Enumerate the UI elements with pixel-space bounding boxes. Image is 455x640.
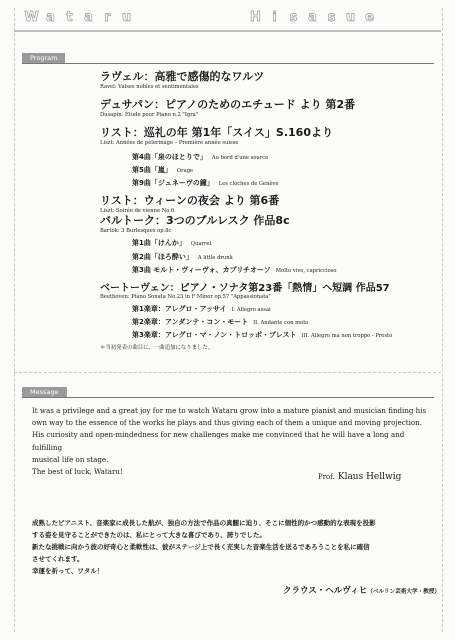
message-en-line: musical life on stage. — [32, 454, 109, 464]
title-letter: H — [250, 10, 261, 25]
signature-name: Klaus Hellwig — [337, 472, 402, 482]
message-en-line: The best of luck, Wataru! — [32, 467, 123, 477]
movement-bartok-1 — [132, 238, 211, 248]
movement-ja: 第3曲 モルト・ヴィーヴォ、カプリチオーソ — [132, 266, 271, 274]
movement-ja: 第2楽章：アンダンテ・コン・モート — [132, 318, 249, 326]
movement-bartok-3 — [132, 265, 337, 275]
message-ja-line: 成熟したピアニスト、音楽家に成長した航が、独自の方法で作品の真髄に迫り、そこに個性的かつ感動的な表現を投影 — [32, 519, 376, 527]
message-japanese — [32, 517, 432, 577]
title-letter: e — [365, 10, 374, 25]
signature-ja-name: クラウス・ヘルヴィヒ — [283, 586, 368, 596]
movement-bartok-2 — [132, 252, 233, 262]
program-item-ravel: ラヴェル：高雅で感傷的なワルツ — [100, 70, 265, 83]
movement-ja: 第5曲「嵐」 — [132, 166, 172, 174]
title-letter: s — [327, 10, 336, 25]
movement-en: Au bord d'une source — [211, 155, 269, 161]
title-letter: u — [121, 10, 132, 25]
program-note: ＊当初発表の曲目に、一曲追加になりました。 — [100, 345, 214, 351]
title-letter: a — [84, 10, 93, 25]
movement-ja: 第1曲「けんか」 — [132, 239, 186, 247]
title-letter: r — [104, 10, 111, 25]
title-letter: a — [308, 10, 317, 25]
signature-japanese — [283, 584, 440, 596]
movement-liszt-5 — [132, 165, 193, 175]
program-item-liszt-annees-en: Liszt: Années de pèlerinage – Première année suisse — [100, 140, 239, 146]
message-tag-line — [22, 397, 434, 398]
message-en-line: It was a privilege and a great joy for me to watch Wataru grow into a mature pianist and musician finding his — [32, 406, 427, 415]
movement-en: II. Andante con moto — [253, 320, 309, 326]
movement-en: I. Allegro assai — [231, 307, 271, 313]
program-tag: Program — [22, 53, 65, 63]
movement-ja: 第1楽章：アレグロ・アッサイ — [132, 305, 227, 313]
message-en-line: His curiosity and open-mindedness for new challenges make me convinced that he will have a long and fulfilling — [32, 430, 405, 452]
signature-english — [318, 472, 401, 482]
program-tag-line — [22, 63, 434, 64]
message-ja-line: させてくれます。 — [32, 555, 84, 563]
header-rule — [14, 30, 441, 32]
program-item-dusapin-en: Dusapin: Étude pour Piano n.2 "Igra" — [100, 112, 199, 118]
program-item-bartok-en: Bartok: 3 Burlesques op.8c — [100, 228, 172, 234]
movement-en: III. Allegro ma non troppo - Presto — [301, 333, 393, 339]
movement-beethoven-3 — [132, 330, 392, 340]
program-item-beethoven: ベートーヴェン：ピアノ・ソナタ第23番「熱情」へ短調 作品57 — [100, 283, 390, 294]
movement-en: Les cloches de Genève — [218, 181, 279, 187]
program-item-liszt-annees: リスト：巡礼の年 第1年「スイス」S.160より — [100, 126, 333, 139]
movement-en: Molto vivo, capriccioso — [275, 268, 337, 274]
message-en-line: own way to the essence of the works he plays and thus giving each of them a unique and moving projection. — [32, 418, 422, 428]
message-ja-line: する姿を見守ることができたのは、私にとって大きな喜びであり、誇りでした。 — [32, 531, 266, 539]
section-divider — [14, 372, 441, 373]
message-tag: Message — [22, 387, 67, 397]
message-ja-line: 新たな挑戦に向かう彼の好奇心と柔軟性は、彼がステージ上で長く充実した音楽生活を送るであろうことを私に確信 — [32, 543, 370, 551]
movement-ja: 第3楽章：アレグロ・マ・ノン・トロッポ・プレスト — [132, 331, 297, 339]
movement-ja: 第2曲「ほろ酔い」 — [132, 253, 193, 261]
program-item-liszt-soiree: リスト：ウィーンの夜会 より 第6番 — [100, 194, 280, 207]
movement-en: Orage — [176, 168, 194, 174]
movement-beethoven-1 — [132, 304, 271, 314]
title-letter: s — [289, 10, 298, 25]
program-item-dusapin: デュサパン：ピアノのためのエチュード より 第2番 — [100, 98, 356, 111]
movement-en: A little drunk — [197, 255, 233, 261]
program-item-beethoven-en: Beethoven: Piano Sonata No.23 in F Minor op.57 "Appassionata" — [100, 294, 271, 300]
title-letter: W — [24, 10, 39, 25]
message-english — [32, 405, 427, 478]
program-item-bartok: バルトーク：3つのブルレスク 作品8c — [100, 214, 290, 227]
signature-ja-affiliation: （ベルリン芸術大学・教授） — [367, 589, 440, 595]
title-letter: i — [272, 10, 277, 25]
movement-beethoven-2 — [132, 317, 308, 327]
signature-title: Prof. — [318, 473, 335, 481]
movement-ja: 第9曲「ジュネーヴの鐘」 — [132, 179, 214, 187]
title-letter: t — [66, 10, 73, 25]
movement-en: Quarrel — [190, 241, 212, 247]
header-title — [22, 10, 442, 30]
title-letter: a — [46, 10, 55, 25]
movement-liszt-9 — [132, 178, 279, 188]
program-item-ravel-en: Ravel: Valses nobles et sentimentales — [100, 84, 199, 90]
movement-liszt-4 — [132, 152, 268, 162]
message-ja-line: 幸運を祈って、ワタル！ — [32, 567, 104, 575]
movement-ja: 第4曲「泉のほとりで」 — [132, 153, 207, 161]
title-letter: u — [345, 10, 356, 25]
program-item-liszt-soiree-en: Liszt: Soirée de vienne No.6 — [100, 208, 175, 214]
